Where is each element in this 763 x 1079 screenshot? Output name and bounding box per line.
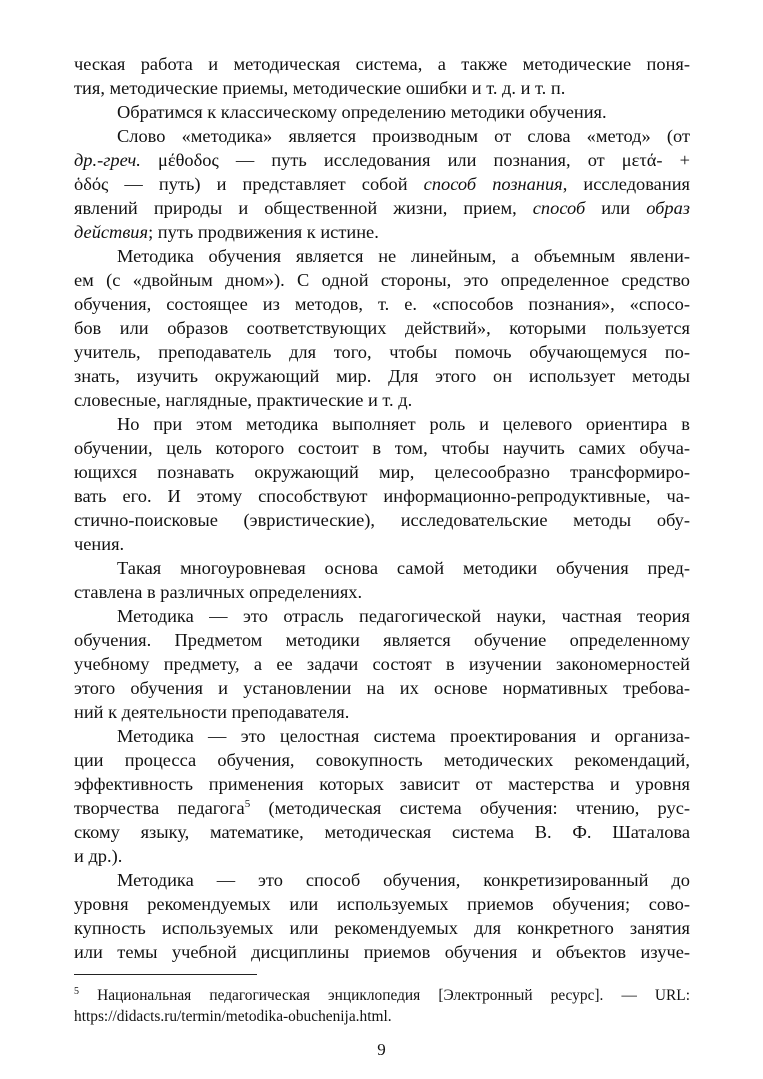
footnote: [74, 985, 690, 1027]
paragraph-start: Но при этом методика выполняет роль и целевого ориентира в: [117, 414, 690, 434]
text-line: ний к деятельности преподавателя.: [74, 702, 350, 722]
footnote-line: $^5$ Национальная педагогическая энциклопедия [Электронный ресурс]. — URL:: [74, 986, 690, 1004]
footnote-link[interactable]: https://didacts.ru/termin/metodika-obuchenija.html.: [74, 1008, 392, 1025]
text-line: обучении, цель которого состоит в том, чтобы научить самих обуча-: [74, 438, 690, 458]
text-line: чения.: [74, 534, 125, 554]
paragraph-start: Методика — это целостная система проектирования и организа-: [117, 726, 690, 746]
paragraph-start: Такая многоуровневая основа самой методики обучения пред-: [117, 558, 690, 578]
footnote-ref: 5: [244, 798, 251, 810]
text-line: ции процесса обучения, совокупность методических рекомендаций,: [74, 750, 690, 770]
text-line: вать его. И этому способствуют информационно-репродуктивные, ча-: [74, 486, 690, 506]
text-line: уровня рекомендуемых или используемых приемов обучения; сово-: [74, 894, 690, 914]
page-number: 9: [377, 1040, 386, 1059]
text-line: обучения, состоящее из методов, т. е. «способов познания», «спосо-: [74, 294, 690, 314]
text-line: бов или образов соответствующих действий», которыми пользуется: [74, 318, 690, 338]
text-line: явлений природы и общественной жизни, прием, способ или образ: [74, 198, 690, 218]
footnote-marker: 5: [74, 986, 79, 997]
text-line: ем (с «двойным дном»). С одной стороны, это определенное средство: [74, 270, 690, 290]
text-line: знать, изучить окружающий мир. Для этого он использует методы: [74, 366, 690, 386]
text-line: ставлена в различных определениях.: [74, 582, 363, 602]
text-line: тия, методические приемы, методические ошибки и т. д. и т. п.: [74, 78, 566, 98]
text-line: др.-греч. μέθοδος — путь исследования или познания, от μετά- +: [74, 150, 690, 170]
text-line: учебному предмету, а ее задачи состоят в изучении закономерностей: [74, 654, 690, 674]
text-line: этого обучения и установлении на их основе нормативных требова-: [74, 678, 690, 698]
text-line: скому языку, математике, методическая система В. Ф. Шаталова: [74, 822, 690, 842]
text-line: ὁδός — путь) и представляет собой способ познания, исследования: [74, 174, 690, 194]
text-line: эффективность применения которых зависит от мастерства и уровня: [74, 774, 690, 794]
text-line: или темы учебной дисциплины приемов обучения и объектов изуче-: [74, 942, 690, 962]
paragraph-start: Слово «методика» является производным от слова «метод» (от: [117, 126, 690, 146]
text-line: ческая работа и методическая система, а также методические поня-: [74, 54, 690, 74]
text-line: творчества педагога$^5$ (методическая система обучения: чтению, рус-: [74, 798, 690, 818]
paragraph-start: Обратимся к классическому определению методики обучения.: [117, 102, 607, 122]
text-line: ющихся познавать окружающий мир, целесообразно трансформиро-: [74, 462, 690, 482]
paragraph-start: Методика обучения является не линейным, а объемным явлени-: [117, 246, 690, 266]
footnote-separator: [74, 974, 257, 975]
text-line: действия; путь продвижения к истине.: [74, 222, 379, 242]
text-line: стично-поисковые (эвристические), исследовательские методы обу-: [74, 510, 690, 530]
text-line: учитель, преподаватель для того, чтобы помочь обучающемуся по-: [74, 342, 690, 362]
paragraph-start: Методика — это способ обучения, конкретизированный до: [117, 870, 690, 890]
paragraph-start: Методика — это отрасль педагогической науки, частная теория: [117, 606, 690, 626]
text-line: обучения. Предметом методики является обучение определенному: [74, 630, 690, 650]
text-line: словесные, наглядные, практические и т. д.: [74, 390, 413, 410]
main-text: [74, 52, 690, 964]
text-line: и др.).: [74, 846, 123, 866]
text-line: купность используемых или рекомендуемых для конкретного занятия: [74, 918, 690, 938]
